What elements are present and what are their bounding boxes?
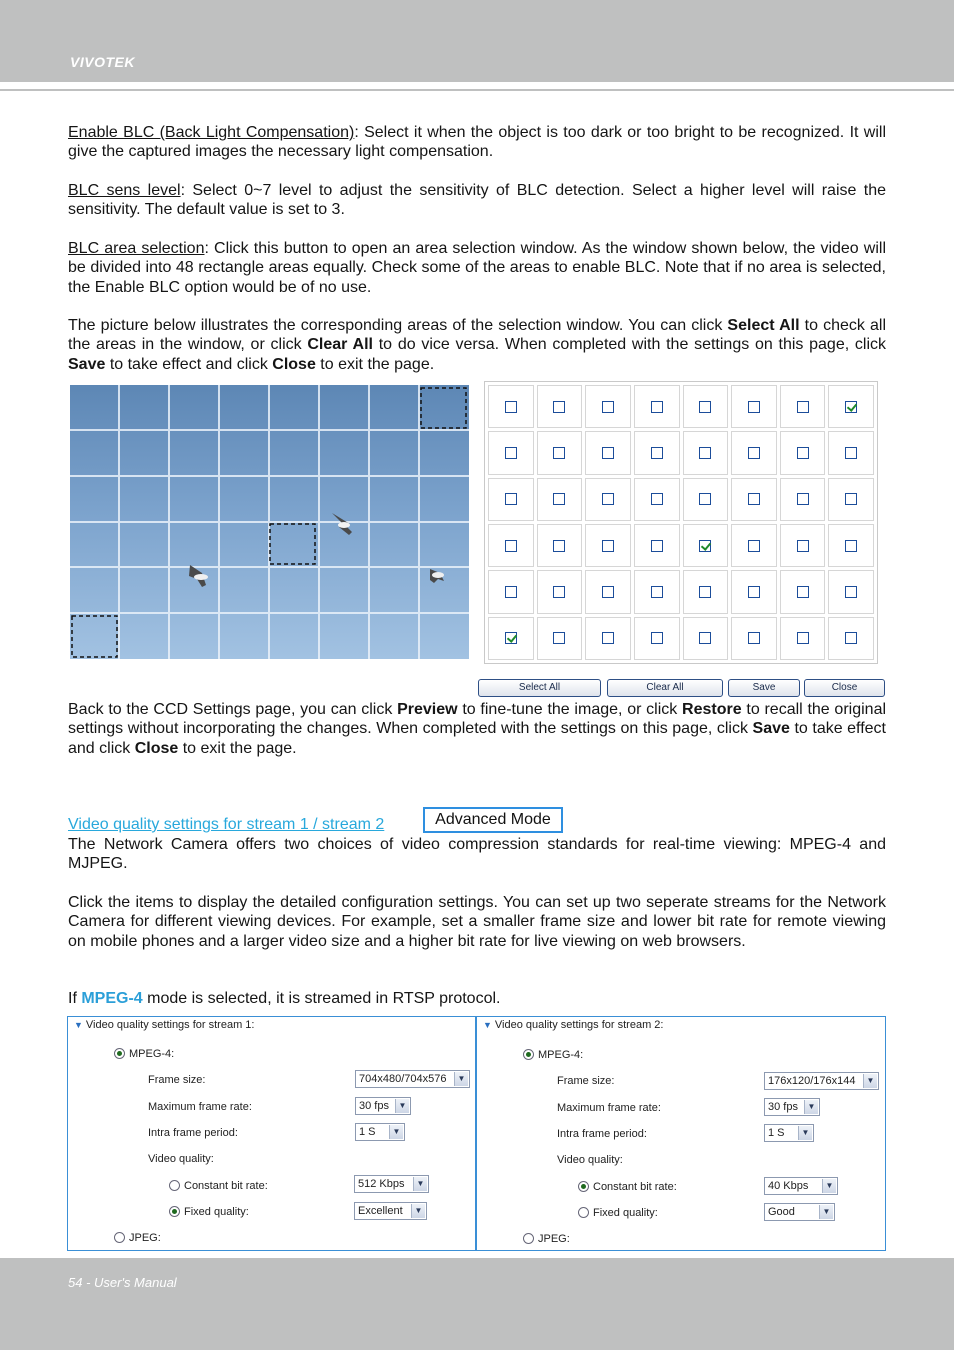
area-cell bbox=[634, 431, 680, 474]
chevron-down-icon: ▼ bbox=[804, 1100, 818, 1114]
area-cell bbox=[828, 478, 874, 521]
text-span: mode is selected, it is streamed in RTSP protocol. bbox=[142, 990, 501, 1007]
area-checkbox[interactable] bbox=[553, 493, 565, 505]
save-button[interactable]: Save bbox=[728, 679, 800, 697]
value: 40 Kbps bbox=[768, 1180, 809, 1192]
text-span: to fine-tune the image, or click bbox=[457, 701, 683, 718]
radio-icon bbox=[578, 1207, 589, 1218]
label: Constant bit rate: bbox=[184, 1180, 268, 1192]
area-cell bbox=[731, 478, 777, 521]
area-cell bbox=[683, 431, 729, 474]
area-checkbox[interactable] bbox=[748, 586, 760, 598]
sky-photo-grid bbox=[70, 385, 469, 659]
area-cell bbox=[537, 617, 583, 660]
area-checkbox[interactable] bbox=[797, 586, 809, 598]
value: Good bbox=[768, 1206, 795, 1218]
area-cell bbox=[537, 385, 583, 428]
area-checkbox[interactable] bbox=[505, 586, 517, 598]
area-cell bbox=[828, 431, 874, 474]
blc-sens-term: BLC sens level bbox=[68, 182, 181, 199]
area-checkbox[interactable] bbox=[797, 447, 809, 459]
area-cell bbox=[585, 478, 631, 521]
area-cell bbox=[683, 385, 729, 428]
area-checkbox[interactable] bbox=[602, 540, 614, 552]
area-checkbox[interactable] bbox=[797, 401, 809, 413]
value: 1 S bbox=[768, 1127, 785, 1139]
stream2-max-rate-select[interactable] bbox=[764, 1098, 820, 1116]
text-span: to take effect and click bbox=[105, 355, 273, 373]
blc-area-term: BLC area selection bbox=[68, 240, 205, 257]
stream1-title[interactable] bbox=[74, 1019, 254, 1031]
chevron-down-icon: ▼ bbox=[798, 1126, 812, 1140]
area-cell bbox=[537, 431, 583, 474]
area-cell bbox=[585, 570, 631, 613]
close-term: Close bbox=[272, 355, 316, 373]
close-term: Close bbox=[134, 739, 179, 757]
label: JPEG: bbox=[129, 1232, 161, 1244]
chevron-down-icon: ▼ bbox=[413, 1177, 427, 1191]
page-footer bbox=[0, 1258, 954, 1350]
chevron-down-icon: ▼ bbox=[411, 1204, 425, 1218]
clear-all-term: Clear All bbox=[307, 336, 373, 354]
blc-enable-term: Enable BLC (Back Light Compensation) bbox=[68, 124, 355, 141]
area-checkbox[interactable] bbox=[699, 401, 711, 413]
area-checkbox[interactable] bbox=[797, 493, 809, 505]
area-cell bbox=[488, 478, 534, 521]
text-span: to exit the page. bbox=[178, 739, 297, 757]
chevron-down-icon: ▼ bbox=[819, 1205, 833, 1219]
area-cell bbox=[585, 524, 631, 567]
video-quality-link[interactable]: Video quality settings for stream 1 / stream 2 bbox=[68, 816, 385, 833]
area-checkbox[interactable] bbox=[602, 586, 614, 598]
area-checkbox[interactable] bbox=[845, 493, 857, 505]
area-cell bbox=[683, 478, 729, 521]
area-cell bbox=[585, 385, 631, 428]
area-cell bbox=[634, 478, 680, 521]
area-checkbox[interactable] bbox=[699, 493, 711, 505]
area-checkbox[interactable] bbox=[845, 586, 857, 598]
value: 30 fps bbox=[768, 1101, 798, 1113]
close-button[interactable]: Close bbox=[804, 679, 885, 697]
header-divider bbox=[0, 89, 954, 91]
video-quality-label: Video quality: bbox=[148, 1153, 214, 1165]
area-checkbox[interactable] bbox=[553, 447, 565, 459]
save-term: Save bbox=[752, 720, 790, 738]
stream1-panel bbox=[67, 1016, 476, 1251]
stream2-title[interactable] bbox=[483, 1019, 663, 1031]
area-checkbox[interactable] bbox=[651, 586, 663, 598]
area-checkbox[interactable] bbox=[699, 447, 711, 459]
intra-label: Intra frame period: bbox=[148, 1127, 238, 1139]
value: Excellent bbox=[358, 1205, 403, 1217]
birds bbox=[189, 513, 444, 587]
area-checkbox[interactable] bbox=[699, 632, 711, 644]
radio-selected-icon bbox=[114, 1048, 125, 1059]
items-paragraph: Click the items to display the detailed configuration settings. You can set up two seperate streams for the Network Camera for different viewing devices. For example, set a smaller frame size and lower bit rate for remote viewing on mobile phones and a larger video size and a higher bit rate for live viewing on web browsers. bbox=[68, 894, 886, 950]
area-cell bbox=[780, 524, 826, 567]
stream1-max-rate-select[interactable] bbox=[355, 1097, 411, 1115]
area-checkbox[interactable] bbox=[748, 540, 760, 552]
stream1-title-text: Video quality settings for stream 1: bbox=[85, 1019, 255, 1031]
area-cell bbox=[683, 617, 729, 660]
radio-selected-icon bbox=[523, 1049, 534, 1060]
radio-icon bbox=[169, 1180, 180, 1191]
area-cell bbox=[488, 431, 534, 474]
text-span: to exit the page. bbox=[315, 355, 435, 373]
area-cell bbox=[683, 524, 729, 567]
area-cell bbox=[731, 617, 777, 660]
area-checkbox[interactable] bbox=[845, 447, 857, 459]
label: MPEG-4: bbox=[538, 1049, 584, 1061]
text-span: to recall the original settings without incorporating the changes. When completed with the settings on this page, click bbox=[68, 701, 887, 738]
radio-icon bbox=[523, 1233, 534, 1244]
area-cell bbox=[537, 524, 583, 567]
area-checkbox-grid bbox=[484, 381, 878, 664]
area-checkbox[interactable] bbox=[797, 540, 809, 552]
picture-paragraph bbox=[68, 316, 886, 374]
max-rate-label: Maximum frame rate: bbox=[557, 1102, 661, 1114]
area-cell bbox=[634, 524, 680, 567]
text-span: If bbox=[68, 990, 82, 1007]
stream2-cbr-select[interactable] bbox=[764, 1177, 838, 1195]
area-cell bbox=[488, 524, 534, 567]
area-checkbox[interactable] bbox=[602, 493, 614, 505]
grid-overlay bbox=[70, 385, 469, 659]
radio-icon bbox=[114, 1232, 125, 1243]
stream2-cbr-option[interactable] bbox=[578, 1181, 677, 1193]
intra-label: Intra frame period: bbox=[557, 1128, 647, 1140]
stream1-cbr-option[interactable] bbox=[169, 1180, 268, 1192]
area-cell bbox=[634, 570, 680, 613]
max-rate-label: Maximum frame rate: bbox=[148, 1101, 252, 1113]
area-checkbox[interactable] bbox=[699, 540, 711, 552]
radio-selected-icon bbox=[169, 1206, 180, 1217]
area-checkbox[interactable] bbox=[651, 632, 663, 644]
area-checkbox[interactable] bbox=[505, 632, 517, 644]
area-checkbox[interactable] bbox=[748, 401, 760, 413]
stream1-frame-size-select[interactable] bbox=[355, 1070, 470, 1088]
area-cell bbox=[488, 617, 534, 660]
area-checkbox[interactable] bbox=[505, 447, 517, 459]
area-cell bbox=[780, 431, 826, 474]
text-span: to do vice versa. When completed with the settings on this page, click bbox=[373, 336, 887, 354]
area-cell bbox=[585, 617, 631, 660]
stream2-frame-size-select[interactable] bbox=[764, 1072, 879, 1090]
area-checkbox[interactable] bbox=[602, 632, 614, 644]
page-number: 54 - User's Manual bbox=[68, 1275, 177, 1290]
area-cell bbox=[634, 385, 680, 428]
blc-area-text: : Click this button to open an area selection window. As the window shown below, the video will be divided into 48 rectangle areas equally. Check some of the areas to enable BLC. Note that if no area is selected, the Enable BLC option would be of no use. bbox=[68, 240, 887, 296]
mpeg4-highlight: MPEG-4 bbox=[81, 990, 143, 1007]
label: Constant bit rate: bbox=[593, 1181, 677, 1193]
area-checkbox[interactable] bbox=[553, 540, 565, 552]
area-cell bbox=[828, 385, 874, 428]
stream1-cbr-select[interactable] bbox=[354, 1175, 429, 1193]
frame-size-label: Frame size: bbox=[148, 1074, 206, 1086]
chevron-down-icon: ▼ bbox=[395, 1099, 409, 1113]
area-checkbox[interactable] bbox=[699, 586, 711, 598]
network-paragraph: The Network Camera offers two choices of video compression standards for real-time viewing: MPEG-4 and MJPEG. bbox=[68, 836, 886, 873]
stream2-fixed-select[interactable] bbox=[764, 1203, 835, 1221]
text-span: The picture below illustrates the corresponding areas of the selection window. You can click bbox=[68, 317, 728, 334]
area-cell bbox=[780, 478, 826, 521]
blc-sens-paragraph bbox=[68, 181, 886, 220]
collapse-arrow-icon: ▼ bbox=[483, 1020, 492, 1030]
area-checkbox[interactable] bbox=[651, 401, 663, 413]
label: Fixed quality: bbox=[593, 1207, 658, 1219]
area-checkbox[interactable] bbox=[651, 540, 663, 552]
area-cell bbox=[731, 570, 777, 613]
stream2-panel bbox=[476, 1016, 886, 1251]
collapse-arrow-icon: ▼ bbox=[74, 1020, 83, 1030]
stream2-mpeg4-option[interactable] bbox=[523, 1049, 583, 1061]
page-header bbox=[0, 0, 954, 82]
label: JPEG: bbox=[538, 1233, 570, 1245]
area-cell bbox=[488, 570, 534, 613]
area-checkbox[interactable] bbox=[845, 632, 857, 644]
value: 176x120/176x144 bbox=[768, 1075, 856, 1087]
chevron-down-icon: ▼ bbox=[454, 1072, 468, 1086]
stream1-fixed-option[interactable] bbox=[169, 1206, 249, 1218]
label: MPEG-4: bbox=[129, 1048, 175, 1060]
area-cell bbox=[780, 617, 826, 660]
value: 704x480/704x576 bbox=[359, 1073, 447, 1085]
blc-area-paragraph bbox=[68, 239, 886, 297]
area-checkbox[interactable] bbox=[797, 632, 809, 644]
video-quality-label: Video quality: bbox=[557, 1154, 623, 1166]
stream2-title-text: Video quality settings for stream 2: bbox=[494, 1019, 664, 1031]
text-span: to take effect and click bbox=[68, 720, 887, 757]
text-span: to check all the areas in the window, or click bbox=[68, 317, 887, 354]
area-cell bbox=[828, 617, 874, 660]
value: 1 S bbox=[359, 1126, 376, 1138]
area-checkbox[interactable] bbox=[602, 447, 614, 459]
preview-term: Preview bbox=[397, 701, 458, 718]
brand-name: VIVOTEK bbox=[70, 54, 135, 70]
area-cell bbox=[683, 570, 729, 613]
stream2-jpeg-option[interactable] bbox=[523, 1233, 570, 1245]
area-cell bbox=[731, 431, 777, 474]
area-cell bbox=[488, 385, 534, 428]
area-cell bbox=[634, 617, 680, 660]
stream1-intra-select[interactable] bbox=[355, 1123, 405, 1141]
chevron-down-icon: ▼ bbox=[822, 1179, 836, 1193]
stream1-jpeg-option[interactable] bbox=[114, 1232, 161, 1244]
area-checkbox[interactable] bbox=[845, 540, 857, 552]
clear-all-button[interactable]: Clear All bbox=[607, 679, 723, 697]
save-term: Save bbox=[68, 355, 106, 373]
area-cell bbox=[780, 570, 826, 613]
restore-term: Restore bbox=[682, 701, 742, 718]
select-all-term: Select All bbox=[727, 317, 800, 334]
value: 30 fps bbox=[359, 1100, 389, 1112]
area-checkbox[interactable] bbox=[748, 447, 760, 459]
stream1-mpeg4-option[interactable] bbox=[114, 1048, 174, 1060]
area-cell bbox=[585, 431, 631, 474]
area-checkbox[interactable] bbox=[505, 540, 517, 552]
back-paragraph bbox=[68, 700, 886, 758]
text-span: Back to the CCD Settings page, you can click bbox=[68, 701, 398, 718]
stream2-intra-select[interactable] bbox=[764, 1124, 814, 1142]
area-cell bbox=[537, 570, 583, 613]
area-cell bbox=[828, 524, 874, 567]
area-cell bbox=[731, 385, 777, 428]
blc-enable-paragraph bbox=[68, 123, 886, 162]
area-checkbox[interactable] bbox=[748, 493, 760, 505]
area-cell bbox=[780, 385, 826, 428]
area-cell bbox=[731, 524, 777, 567]
area-checkbox[interactable] bbox=[505, 493, 517, 505]
area-checkbox[interactable] bbox=[651, 493, 663, 505]
area-checkbox[interactable] bbox=[553, 401, 565, 413]
area-checkbox[interactable] bbox=[845, 401, 857, 413]
area-checkbox[interactable] bbox=[553, 586, 565, 598]
area-cell bbox=[828, 570, 874, 613]
area-cell bbox=[537, 478, 583, 521]
chevron-down-icon: ▼ bbox=[863, 1074, 877, 1088]
select-all-button[interactable]: Select All bbox=[478, 679, 601, 697]
radio-selected-icon bbox=[578, 1181, 589, 1192]
label: Fixed quality: bbox=[184, 1206, 249, 1218]
mpeg-paragraph bbox=[68, 989, 886, 1008]
chevron-down-icon: ▼ bbox=[389, 1125, 403, 1139]
blc-sens-text: : Select 0~7 level to adjust the sensitivity of BLC detection. Select a higher level will raise the sensitivity. The default value is set to 3. bbox=[68, 182, 887, 219]
area-checkbox[interactable] bbox=[748, 632, 760, 644]
area-checkbox[interactable] bbox=[505, 401, 517, 413]
area-checkbox[interactable] bbox=[651, 447, 663, 459]
blc-enable-text: : Select it when the object is too dark or too bright to be recognized. It will give the captured images the necessary light compensation. bbox=[68, 124, 887, 161]
advanced-mode-button[interactable]: Advanced Mode bbox=[423, 807, 563, 833]
frame-size-label: Frame size: bbox=[557, 1075, 615, 1087]
stream2-fixed-option[interactable] bbox=[578, 1207, 658, 1219]
area-checkbox[interactable] bbox=[553, 632, 565, 644]
value: 512 Kbps bbox=[358, 1178, 405, 1190]
area-checkbox[interactable] bbox=[602, 401, 614, 413]
stream1-fixed-select[interactable] bbox=[354, 1202, 427, 1220]
